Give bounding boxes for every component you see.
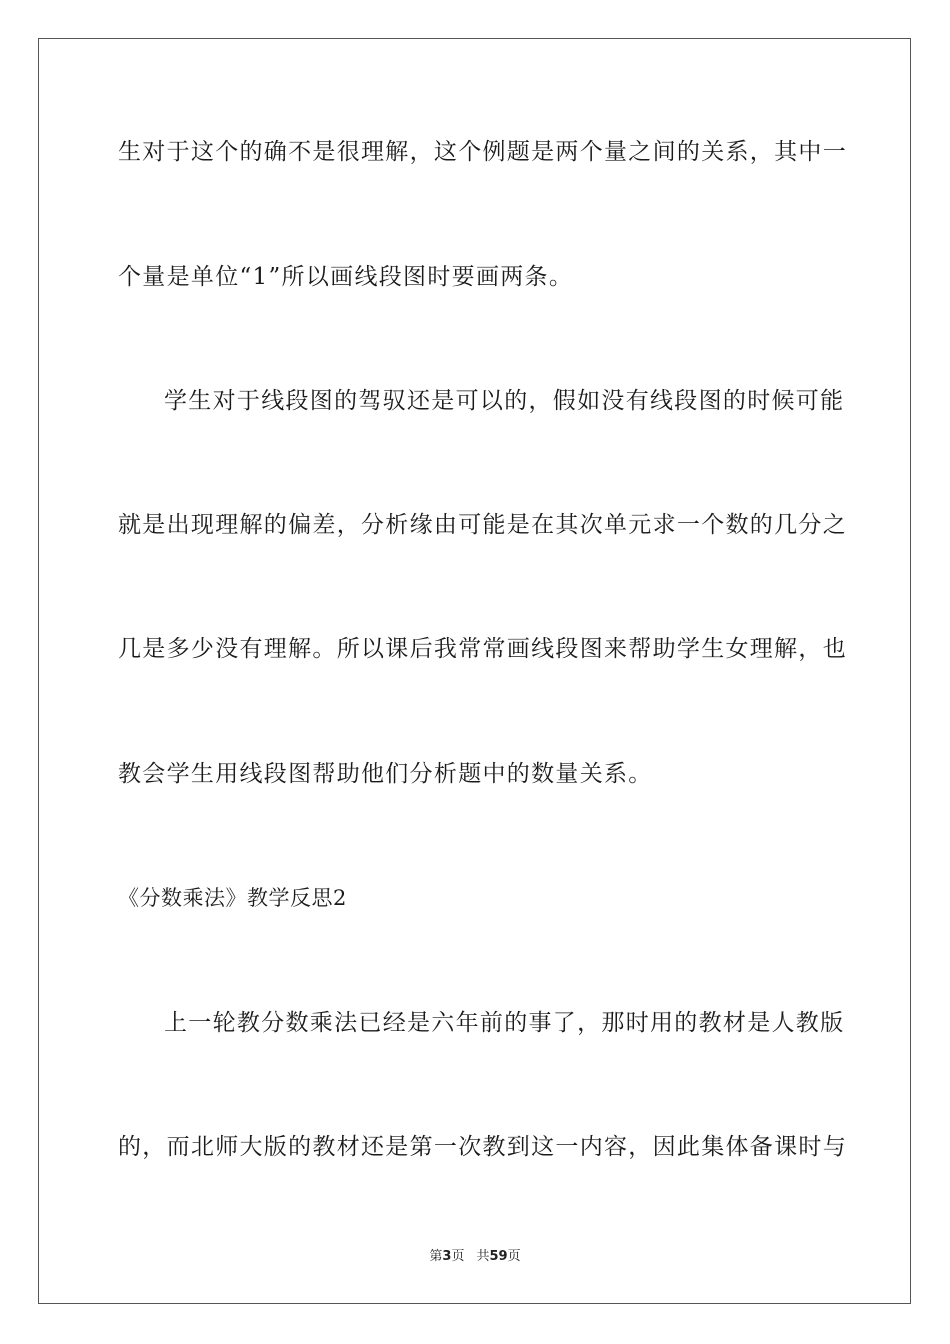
paragraph-first-line: 学生对于线段图的驾驭还是可以的，假如没有线段图的时候可能 [164,388,845,414]
page-number: 3 [442,1249,452,1264]
paragraph-first-line: 上一轮教分数乘法已经是六年前的事了，那时用的教材是人教版 [164,1010,845,1036]
body-text-line: 个量是单位“1”所以画线段图时要画两条。 [118,264,574,290]
body-text-line: 的，而北师大版的教材还是第一次教到这一内容，因此集体备课时与 [118,1134,847,1160]
page-label-suffix: 页 [451,1249,465,1264]
body-text-line: 几是多少没有理解。所以课后我常常画线段图来帮助学生女理解，也 [118,636,847,662]
page-label-prefix: 第 [429,1249,443,1264]
page-border [38,38,911,1304]
body-text-line: 就是出现理解的偏差，分析缘由可能是在其次单元求一个数的几分之 [118,512,847,538]
body-text-line: 教会学生用线段图帮助他们分析题中的数量关系。 [118,761,653,787]
section-heading: 《分数乘法》教学反思2 [118,886,347,910]
page-footer [0,1248,950,1266]
total-label-suffix: 页 [507,1249,521,1264]
total-pages: 59 [489,1249,508,1264]
total-label-prefix: 共 [476,1249,490,1264]
body-text-line: 生对于这个的确不是很理解，这个例题是两个量之间的关系，其中一 [118,139,847,165]
